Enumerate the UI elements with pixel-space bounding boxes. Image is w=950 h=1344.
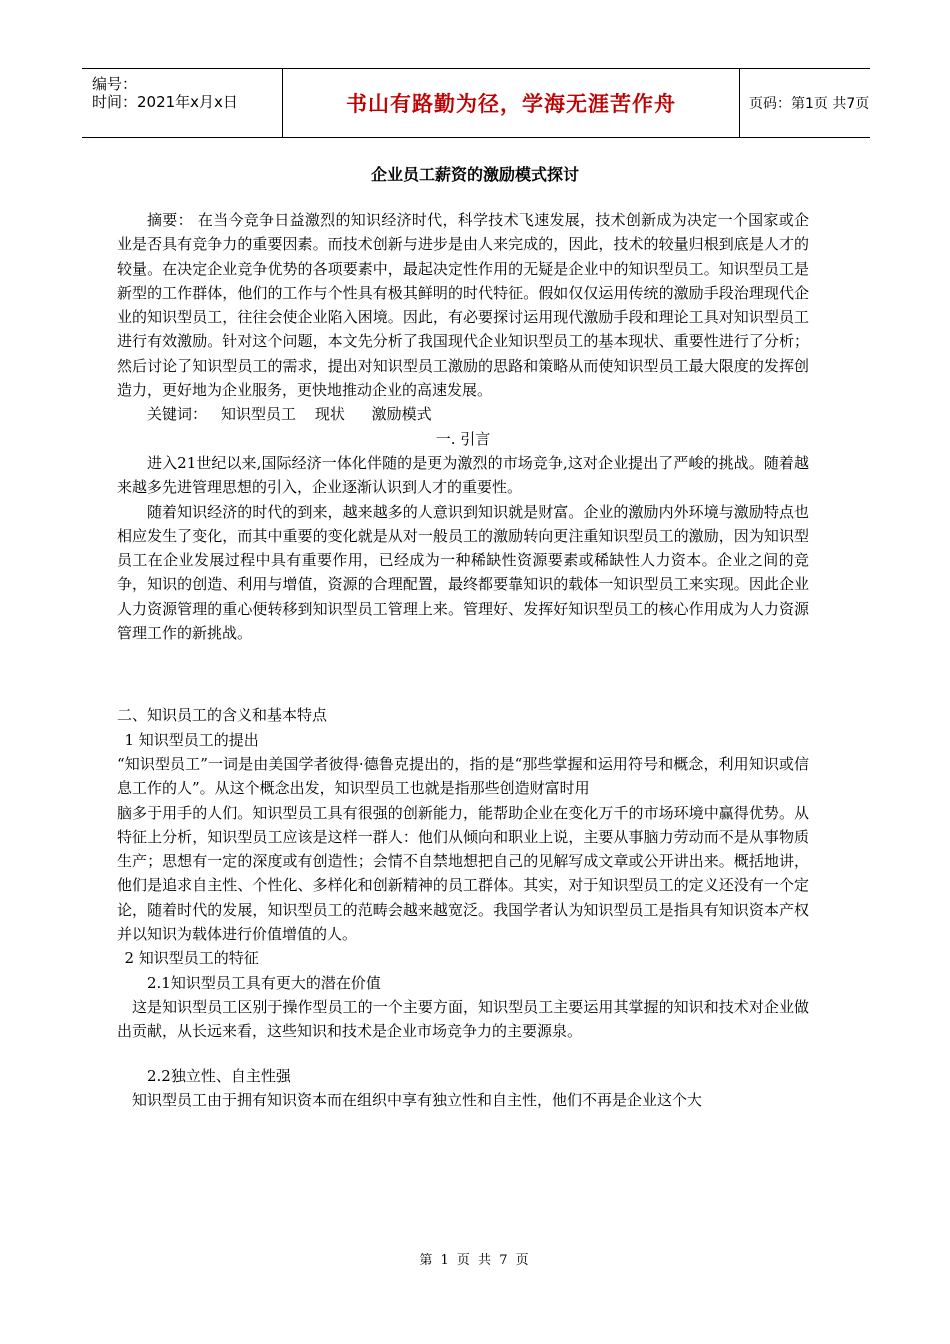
keywords-label: 关键词： (147, 405, 208, 424)
spacer (117, 1044, 809, 1064)
subsection-heading: 2.1知识型员工具有更大的潜在价值 (147, 973, 381, 992)
keywords-line (117, 402, 809, 426)
header-info-cell (82, 69, 282, 137)
motto-text: 书山有路勤为径，学海无涯苦作舟 (346, 92, 676, 116)
section-heading: 一. 引言 (435, 429, 491, 448)
keyword-item: 知识型员工 (221, 405, 297, 424)
document-body (117, 208, 809, 1112)
abstract-paragraph: 摘要： 在当今竞争日益激烈的知识经济时代，科学技术飞速发展，技术创新成为决定一个国家或企业是否具有竞争力的重要因素。而技术创新与进步是由人来完成的，因此，技术的较量归根到底是人才的较量。在决定企业竞争优势的各项要素中，最起决定性作用的无疑是企业中的知识型员工。知识型员工是新型的工作群体，他们的工作与个性具有极其鲜明的时代特征。假如仅仅运用传统的激励手段治理现代企业的知识型员工，往往会使企业陷入困境。因此，有必要探讨运用现代激励手段和理论工具对知识型员工进行有效激励。针对这个问题，本文先分析了我国现代企业知识型员工的基本现状、重要性进行了分析；然后讨论了知识型员工的需求，提出对知识型员工激励的思路和策略从而使知识型员工最大限度的发挥创造力，更好地为企业服务，更快地推动企业的高速发展。 (117, 211, 809, 400)
subsection-heading: 2 知识型员工的特征 (124, 949, 259, 968)
subsection-heading: 1 知识型员工的提出 (124, 730, 259, 749)
spacer (117, 645, 809, 703)
document-time-label: 时间：2021年x月x日 (92, 93, 238, 111)
header-page-cell (739, 69, 870, 137)
body-paragraph: “知识型员工”一词是由美国学者彼得·德鲁克提出的，指的是“那些掌握和运用符号和概念，利用知识或信息工作的人”。从这个概念出发，知识型员工也就是指那些创造财富时用 (117, 754, 809, 798)
page-footer: 第 1 页 共 7 页 (419, 1253, 531, 1268)
body-paragraph: 知识型员工由于拥有知识资本而在组织中享有独立性和自主性，他们不再是企业这个大 (132, 1090, 703, 1109)
intro-paragraph: 进入21世纪以来,国际经济一体化伴随的是更为激烈的市场竞争,这对企业提出了严峻的挑战。随着越来越多先进管理思想的引入，企业逐渐认识到人才的重要性。 (117, 453, 809, 497)
body-paragraph: 这是知识型员工区别于操作型员工的一个主要方面，知识型员工主要运用其掌握的知识和技术对企业做出贡献，从长远来看，这些知识和技术是企业市场竞争力的主要源泉。 (117, 997, 809, 1041)
document-number-label: 编号： (92, 75, 138, 93)
intro-paragraph: 随着知识经济的时代的到来，越来越多的人意识到知识就是财富。企业的激励内外环境与激励特点也相应发生了变化，而其中重要的变化就是从对一般员工的激励转向更注重知识型员工的激励，因为知识型员工在企业发展过程中具有重要作用，已经成为一种稀缺性资源要素或稀缺性人力资本。企业之间的竞争，知识的创造、利用与增值，资源的合理配置，最终都要靠知识的载体一知识型员工来实现。因此企业人力资源管理的重心便转移到知识型员工管理上来。管理好、发挥好知识型员工的核心作用成为人力资源管理工作的新挑战。 (117, 502, 809, 643)
keyword-item: 激励模式 (371, 405, 432, 424)
keyword-item: 现状 (314, 405, 345, 424)
body-paragraph: 脑多于用手的人们。知识型员工具有很强的创新能力，能帮助企业在变化万千的市场环境中赢得优势。从特征上分析，知识型员工应该是这样一群人：他们从倾向和职业上说，主要从事脑力劳动而不是从事物质生产；思想有一定的深度或有创造性；会情不自禁地想把自己的见解写成文章或公开讲出来。概括地讲，他们是追求自主性、个性化、多样化和创新精神的员工群体。其实，对于知识型员工的定义还没有一个定论，随着时代的发展，知识型员工的范畴会越来越宽泛。我国学者认为知识型员工是指具有知识资本产权并以知识为载体进行价值增值的人。 (117, 803, 809, 944)
section-heading: 二、知识员工的含义和基本特点 (117, 706, 328, 725)
header-motto-cell (282, 69, 740, 137)
document-title: 企业员工薪资的激励模式探讨 (370, 165, 579, 184)
page-code: 页码：第1页 共7页 (749, 96, 870, 112)
header-table (82, 68, 870, 138)
subsection-heading: 2.2独立性、自主性强 (147, 1066, 291, 1085)
